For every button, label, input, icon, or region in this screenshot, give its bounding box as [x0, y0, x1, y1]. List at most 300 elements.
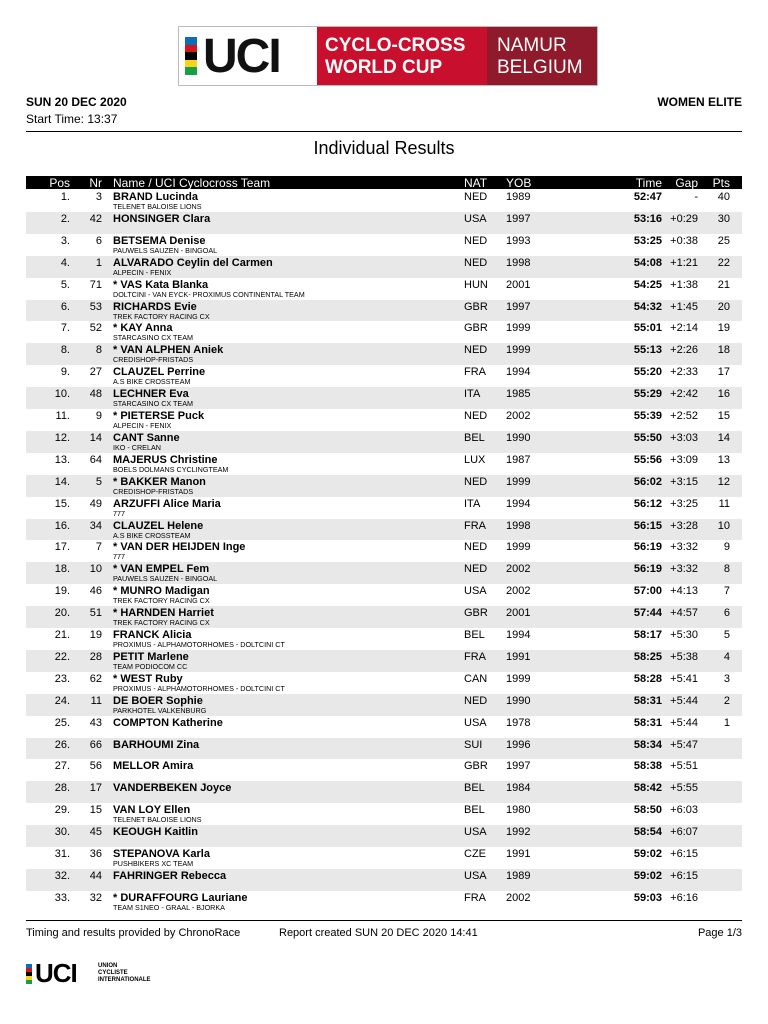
cell-nr: 3 [95, 191, 102, 203]
cell-nat: GBR [464, 300, 488, 313]
cell-team: STARCASINO CX TEAM [113, 399, 194, 409]
cell-gap: +5:38 [670, 650, 698, 663]
cell-pos: 6. [60, 300, 70, 313]
cell-nr: 56 [89, 760, 102, 773]
cell-nat: HUN [464, 278, 488, 291]
cell-yob: 1996 [506, 738, 531, 751]
cell-time: 58:25 [633, 650, 662, 663]
cell-time: 55:20 [633, 366, 662, 379]
cell-gap: +5:30 [670, 629, 698, 641]
cell-nat: BEL [464, 629, 485, 641]
cell-team: PARKHOTEL VALKENBURG [113, 705, 207, 715]
cell-nat: USA [464, 585, 487, 598]
cell-yob: 1999 [506, 322, 531, 335]
cell-nr: 45 [89, 826, 102, 839]
table-row [26, 431, 742, 453]
cell-nr: 48 [89, 388, 102, 401]
cell-time: 55:13 [633, 344, 662, 357]
cell-name: RICHARDS Evie [113, 300, 197, 313]
cell-name: * VAN ALPHEN Aniek [113, 344, 224, 357]
footer-logo-text: UCI [35, 958, 77, 988]
cell-nat: NED [464, 475, 488, 488]
cell-team: PAUWELS SAUZEN - BINGOAL [113, 574, 218, 584]
table-row [26, 694, 742, 716]
cell-nr: 53 [89, 300, 102, 313]
cell-nat: SUI [464, 738, 483, 751]
race-category: WOMEN ELITE [657, 95, 742, 109]
cell-nr: 9 [95, 410, 102, 422]
cell-gap: +3:09 [670, 453, 698, 466]
table-row [26, 650, 742, 672]
cell-yob: 1997 [506, 300, 531, 313]
cell-name: * MUNRO Madigan [113, 585, 210, 598]
cell-gap: +6:07 [670, 826, 698, 839]
col-name: Name / UCI Cyclocross Team [113, 176, 271, 190]
table-row [26, 234, 742, 256]
cell-yob: 1989 [506, 191, 531, 203]
cell-name: * KAY Anna [113, 322, 173, 335]
cell-pts: 22 [717, 256, 730, 269]
cell-nat: CAN [464, 672, 488, 685]
cell-nr: 8 [95, 344, 102, 357]
cell-nr: 15 [89, 804, 102, 817]
table-row [26, 409, 742, 431]
cell-nat: USA [464, 826, 487, 839]
cell-yob: 2001 [506, 607, 531, 620]
cell-time: 56:15 [633, 519, 662, 532]
cell-nr: 1 [95, 256, 102, 269]
cell-yob: 1999 [506, 672, 531, 685]
cell-pts: 20 [717, 300, 730, 313]
cell-pos: 28. [54, 782, 70, 795]
cell-time: 58:50 [633, 804, 662, 817]
cell-pts: 21 [717, 278, 730, 291]
logo-sub-line1: UNION [98, 963, 118, 969]
table-row [26, 365, 742, 387]
cell-name: * PIETERSE Puck [113, 410, 205, 422]
cell-team: TELENET BALOISE LIONS [113, 815, 202, 825]
cell-gap: +5:41 [670, 672, 698, 685]
cell-time: 55:50 [633, 431, 662, 444]
cell-yob: 1985 [506, 388, 531, 401]
cell-pos: 10. [54, 388, 70, 401]
cell-pos: 12. [54, 431, 70, 444]
cell-name: BETSEMA Denise [113, 234, 206, 247]
table-row [26, 781, 742, 803]
cell-pos: 5. [60, 278, 70, 291]
cell-pts: 17 [717, 366, 730, 379]
cell-nr: 5 [95, 475, 102, 488]
cell-yob: 2002 [506, 891, 531, 904]
cell-yob: 2002 [506, 585, 531, 598]
cell-time: 58:34 [633, 738, 662, 751]
cell-nr: 42 [89, 212, 102, 225]
cell-yob: 1990 [506, 431, 531, 444]
cell-gap: +5:51 [670, 760, 698, 773]
cell-name: * VAN EMPEL Fem [113, 563, 210, 576]
cell-nat: CZE [464, 848, 486, 860]
cell-name: CANT Sanne [113, 431, 180, 444]
cell-time: 58:42 [633, 782, 662, 795]
table-row [26, 475, 742, 497]
table-row [26, 847, 742, 869]
cell-nat: USA [464, 212, 487, 225]
table-row [26, 562, 742, 584]
race-date: SUN 20 DEC 2020 [26, 95, 127, 109]
uci-footer-logo [26, 958, 166, 988]
cell-pts: 7 [723, 585, 730, 598]
cell-nr: 51 [89, 607, 102, 620]
cell-nr: 19 [89, 629, 102, 641]
event-location-line2: BELGIUM [497, 57, 583, 78]
cell-time: 56:19 [633, 563, 662, 576]
cell-pos: 17. [54, 541, 70, 554]
cell-pos: 2. [60, 212, 70, 225]
cell-name: PETIT Marlene [113, 650, 189, 663]
cell-team: PROXIMUS - ALPHAMOTORHOMES - DOLTCINI CT [113, 640, 285, 649]
cell-time: 55:29 [633, 388, 662, 401]
table-row [26, 825, 742, 847]
uci-logo [179, 27, 317, 85]
table-row [26, 387, 742, 409]
page-title: Individual Results [313, 138, 455, 158]
rainbow-stripes [185, 37, 197, 75]
cell-team: PUSHBIKERS XC TEAM [113, 859, 194, 868]
cell-team: DOLTCINI - VAN EYCK- PROXIMUS CONTINENTAL TEAM [113, 289, 305, 299]
cell-name: ALVARADO Ceylin del Carmen [113, 256, 273, 269]
cell-pos: 4. [60, 256, 70, 269]
cell-team: TEAM PODIOCOM CC [113, 661, 188, 671]
cell-nat: GBR [464, 607, 488, 620]
cell-team: BOELS DOLMANS CYCLINGTEAM [113, 464, 229, 474]
col-gap: Gap [675, 176, 698, 190]
report-created: Report created SUN 20 DEC 2020 14:41 [279, 927, 478, 939]
header-divider [26, 131, 742, 132]
table-row [26, 803, 742, 825]
cell-pts: 3 [723, 672, 730, 685]
cell-pos: 32. [54, 869, 70, 882]
cell-gap: - [694, 191, 698, 203]
cell-yob: 1994 [506, 629, 531, 641]
cell-name: MELLOR Amira [113, 760, 194, 773]
cell-nat: NED [464, 256, 488, 269]
cell-pos: 30. [54, 826, 70, 839]
cell-pos: 3. [60, 234, 70, 247]
col-nat: NAT [464, 176, 488, 190]
cell-nr: 64 [89, 453, 102, 466]
cell-team: CREDISHOP-FRISTADS [113, 355, 194, 365]
cell-yob: 1994 [506, 366, 531, 379]
cell-pos: 22. [54, 650, 70, 663]
cell-yob: 1998 [506, 256, 531, 269]
cell-pos: 23. [54, 672, 70, 685]
cell-name: BARHOUMI Zina [113, 738, 200, 751]
table-row [26, 278, 742, 300]
cell-gap: +3:03 [670, 431, 698, 444]
cell-name: * HARNDEN Harriet [113, 607, 214, 620]
cell-team: ALPECIN - FENIX [113, 267, 172, 277]
cell-team: TREK FACTORY RACING CX [113, 311, 210, 321]
cell-nat: FRA [464, 891, 486, 904]
cell-name: VAN LOY Ellen [113, 804, 191, 817]
table-row [26, 519, 742, 541]
cell-gap: +5:55 [670, 782, 698, 795]
cell-time: 56:12 [633, 497, 662, 510]
cell-pts: 40 [717, 191, 730, 203]
cell-yob: 1989 [506, 869, 531, 882]
cell-gap: +5:47 [670, 738, 698, 751]
col-pts: Pts [712, 176, 730, 190]
cell-nr: 62 [89, 672, 102, 685]
cell-time: 58:54 [633, 826, 662, 839]
cell-team: IKO - CRELAN [113, 442, 161, 452]
cell-yob: 1978 [506, 716, 531, 729]
cell-time: 54:32 [633, 300, 662, 313]
cell-yob: 1994 [506, 497, 531, 510]
cell-team: TREK FACTORY RACING CX [113, 596, 210, 606]
cell-nr: 52 [89, 322, 102, 335]
cell-yob: 1987 [506, 453, 531, 466]
cell-team: CREDISHOP-FRISTADS [113, 486, 194, 496]
cell-pos: 8. [60, 344, 70, 357]
cell-gap: +5:44 [670, 716, 698, 729]
col-time: Time [635, 176, 662, 190]
timing-credit: Timing and results provided by ChronoRace [26, 927, 241, 939]
cell-team: 777 [113, 552, 125, 562]
cell-nat: FRA [464, 650, 486, 663]
cell-pts: 6 [723, 607, 730, 620]
cell-yob: 1980 [506, 804, 531, 817]
cell-time: 58:28 [633, 672, 662, 685]
uci-logo-text: UCI [203, 30, 280, 83]
cell-name: * DURAFFOURG Lauriane [113, 891, 248, 904]
cell-name: DE BOER Sophie [113, 694, 203, 707]
cell-time: 58:31 [633, 716, 662, 729]
event-name [317, 27, 487, 85]
cell-pts: 16 [717, 388, 730, 401]
cell-pts: 5 [723, 629, 730, 641]
cell-nat: GBR [464, 760, 488, 773]
cell-name: CLAUZEL Perrine [113, 366, 206, 379]
cell-yob: 1990 [506, 694, 531, 707]
cell-yob: 2002 [506, 563, 531, 576]
cell-nat: BEL [464, 804, 485, 817]
cell-pos: 31. [54, 848, 70, 860]
table-row [26, 716, 742, 738]
cell-gap: +2:14 [670, 322, 698, 335]
cell-time: 52:47 [633, 191, 662, 203]
cell-gap: +2:42 [670, 388, 698, 401]
cell-time: 59:02 [633, 869, 662, 882]
cell-nr: 28 [89, 650, 102, 663]
cell-time: 56:02 [633, 475, 662, 488]
table-row [26, 869, 742, 891]
cell-yob: 1997 [506, 760, 531, 773]
cell-gap: +3:32 [670, 563, 698, 576]
cell-pos: 13. [54, 453, 70, 466]
cell-pts: 30 [717, 212, 730, 225]
col-yob: YOB [506, 176, 532, 190]
cell-pos: 9. [60, 366, 70, 379]
cell-pos: 11. [55, 410, 70, 422]
cell-name: LECHNER Eva [113, 388, 189, 401]
cell-team: ALPECIN - FENIX [113, 421, 172, 430]
cell-yob: 1997 [506, 212, 531, 225]
cell-pts: 8 [723, 563, 730, 576]
table-row [26, 256, 742, 278]
table-row [26, 453, 742, 475]
table-row [26, 606, 742, 628]
cell-pos: 29. [54, 804, 70, 817]
cell-gap: +3:15 [670, 475, 698, 488]
table-row [26, 891, 742, 913]
footer-logo-subtitle [98, 963, 151, 984]
cell-name: STEPANOVA Karla [113, 848, 210, 860]
cell-time: 57:44 [633, 607, 662, 620]
cell-yob: 1999 [506, 541, 531, 554]
table-row [26, 584, 742, 606]
cell-nr: 36 [89, 848, 102, 860]
col-nr: Nr [89, 176, 102, 190]
table-row [26, 738, 742, 760]
table-row [26, 321, 742, 343]
cell-pts: 10 [717, 519, 730, 532]
cell-time: 58:17 [633, 629, 662, 641]
cell-pos: 24. [54, 694, 70, 707]
cell-gap: +2:52 [670, 410, 698, 422]
cell-nr: 49 [89, 497, 102, 510]
cell-yob: 1999 [506, 344, 531, 357]
cell-name: ARZUFFI Alice Maria [113, 497, 221, 510]
cell-pts: 9 [723, 541, 730, 554]
cell-gap: +0:38 [670, 234, 698, 247]
cell-nat: USA [464, 716, 487, 729]
cell-nr: 6 [95, 234, 102, 247]
cell-nat: NED [464, 541, 488, 554]
cell-pos: 15. [54, 497, 70, 510]
cell-pts: 4 [723, 650, 730, 663]
cell-name: VANDERBEKEN Joyce [113, 782, 232, 795]
table-row [26, 628, 742, 650]
footer-rainbow-stripes [26, 964, 32, 984]
cell-nat: NED [464, 344, 488, 357]
cell-gap: +6:16 [670, 891, 698, 904]
cell-team: TELENET BALOISE LIONS [113, 202, 202, 211]
cell-team: TREK FACTORY RACING CX [113, 618, 210, 628]
event-location-line1: NAMUR [497, 35, 567, 56]
cell-pos: 21. [54, 629, 70, 641]
cell-gap: +4:57 [670, 607, 698, 620]
cell-gap: +5:44 [670, 694, 698, 707]
cell-name: HONSINGER Clara [113, 212, 211, 225]
cell-team: A.S BIKE CROSSTEAM [113, 530, 191, 540]
cell-pts: 1 [723, 716, 730, 729]
cell-name: FRANCK Alicia [113, 629, 192, 641]
cell-nr: 71 [89, 278, 102, 291]
results-table-header [26, 176, 742, 189]
cell-nr: 32 [89, 891, 102, 904]
cell-pos: 33. [54, 891, 70, 904]
cell-yob: 1992 [506, 826, 531, 839]
cell-nr: 34 [89, 519, 102, 532]
cell-nat: GBR [464, 322, 488, 335]
cell-name: * BAKKER Manon [113, 475, 206, 488]
footer-divider [26, 920, 742, 921]
cell-gap: +6:03 [670, 804, 698, 817]
cell-time: 54:25 [633, 278, 662, 291]
cell-gap: +2:26 [670, 344, 698, 357]
cell-gap: +2:33 [670, 366, 698, 379]
table-row [26, 672, 742, 694]
cell-yob: 1991 [506, 848, 531, 860]
cell-pts: 14 [717, 431, 730, 444]
cell-name: FAHRINGER Rebecca [113, 869, 227, 882]
cell-name: * WEST Ruby [113, 672, 183, 685]
cell-yob: 1993 [506, 234, 531, 247]
cell-time: 54:08 [633, 256, 662, 269]
cell-pts: 19 [717, 322, 730, 335]
cell-nr: 46 [89, 585, 102, 598]
table-row [26, 212, 742, 234]
cell-name: CLAUZEL Helene [113, 519, 204, 532]
cell-gap: +3:28 [670, 519, 698, 532]
table-row [26, 190, 742, 212]
cell-nat: NED [464, 191, 488, 203]
logo-sub-line3: INTERNATIONALE [98, 977, 151, 983]
cell-pos: 18. [54, 563, 70, 576]
cell-gap: +4:13 [670, 585, 698, 598]
cell-time: 55:56 [633, 453, 662, 466]
cell-gap: +1:45 [670, 300, 698, 313]
cell-nr: 7 [95, 541, 102, 554]
cell-time: 58:38 [633, 760, 662, 773]
cell-team: STARCASINO CX TEAM [113, 333, 194, 343]
cell-gap: +0:29 [670, 212, 698, 225]
cell-pos: 27. [54, 760, 70, 773]
cell-gap: +6:15 [670, 869, 698, 882]
cell-nat: BEL [464, 782, 485, 795]
cell-gap: +6:15 [670, 848, 698, 860]
cell-nr: 17 [89, 782, 102, 795]
table-row [26, 300, 742, 322]
cell-pos: 1. [60, 191, 70, 203]
cell-time: 58:31 [633, 694, 662, 707]
cell-pts: 15 [717, 410, 730, 422]
cell-name: * VAN DER HEIJDEN Inge [113, 541, 246, 554]
cell-nat: BEL [464, 431, 485, 444]
cell-pos: 19. [54, 585, 70, 598]
cell-time: 56:19 [633, 541, 662, 554]
cell-pos: 20. [54, 607, 70, 620]
cell-pts: 25 [717, 234, 730, 247]
cell-pts: 12 [717, 475, 730, 488]
cell-nat: NED [464, 563, 488, 576]
cell-yob: 1999 [506, 475, 531, 488]
table-row [26, 540, 742, 562]
cell-name: BRAND Lucinda [113, 191, 198, 203]
col-pos: Pos [49, 176, 70, 190]
cell-pts: 11 [718, 497, 730, 510]
event-location [487, 27, 597, 85]
cell-gap: +3:25 [670, 497, 698, 510]
cell-pos: 7. [60, 322, 70, 335]
event-name-line2: WORLD CUP [325, 57, 443, 78]
cell-pts: 18 [717, 344, 730, 357]
cell-pos: 14. [54, 475, 70, 488]
cell-nat: ITA [464, 388, 481, 401]
cell-name: MAJERUS Christine [113, 453, 218, 466]
cell-name: * VAS Kata Blanka [113, 278, 209, 291]
